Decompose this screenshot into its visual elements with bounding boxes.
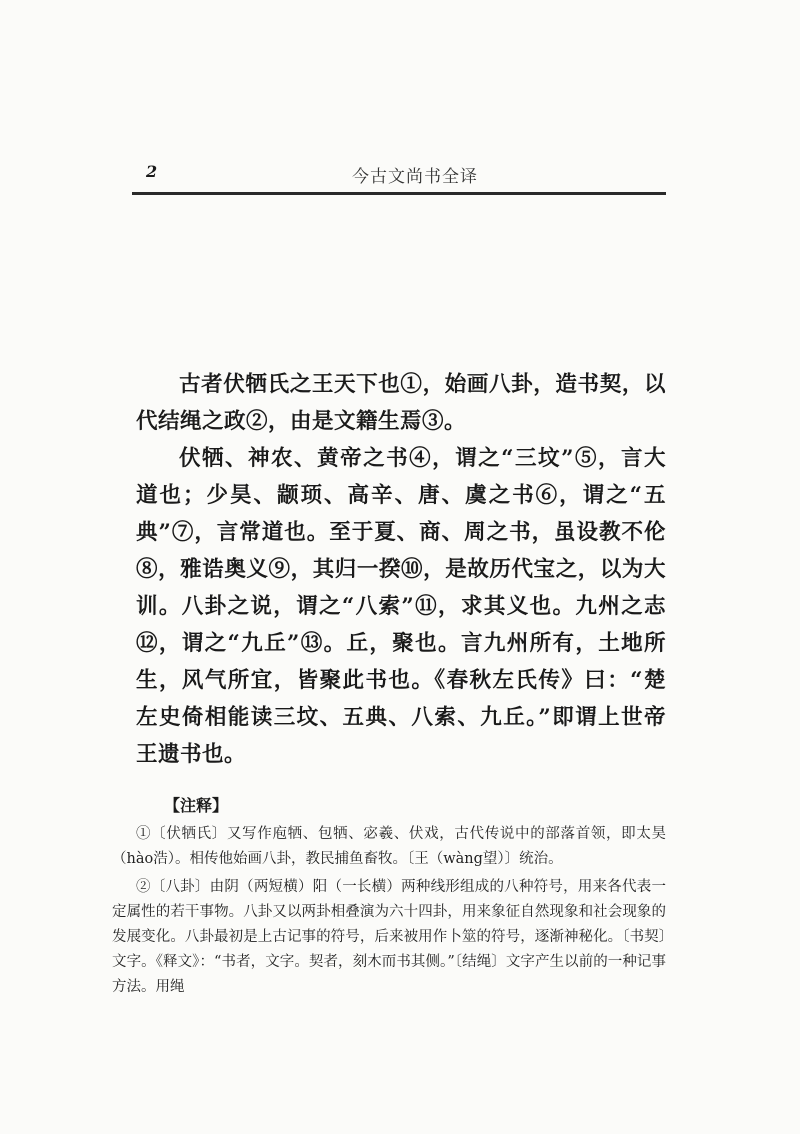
page-header — [132, 158, 666, 196]
running-title: 今古文尚书全译 — [352, 167, 478, 187]
header-rule — [132, 192, 666, 195]
notes-heading: 【注释】 — [164, 796, 229, 815]
note-item-2: ②〔八卦〕由阴（两短横）阳（一长横）两种线形组成的八种符号，用来各代表一定属性的若干事物。八卦又以两卦相叠演为六十四卦，用来象征自然现象和社会现象的发展变化。八卦最初是上古记事的符号，后来被用作卜筮的符号，逐渐神秘化。〔书契〕文字。《释文》：“书者，文字。契者，刻木而书其侧。”〔结绳〕文字产生以前的一种记事方法。用绳 — [112, 879, 666, 995]
main-text — [136, 366, 666, 773]
main-paragraph-2: 伏牺、神农、黄帝之书④，谓之“三坟”⑤，言大道也；少昊、颛顼、高辛、唐、虞之书⑥，谓之“五典”⑦，言常道也。至于夏、商、周之书，虽设教不伦⑧，雅诰奥义⑨，其归一揆⑩，是故历代宝之，以为大训。八卦之说，谓之“八索”⑪，求其义也。九州之志⑫，谓之“九丘”⑬。丘，聚也。言九州所有，土地所生，风气所宜，皆聚此书也。《春秋左氏传》曰：“楚左史倚相能读三坟、五典、八索、九丘。”即谓上世帝王遗书也。 — [136, 446, 666, 767]
page-number: 2 — [146, 162, 158, 181]
note-item-1: ①〔伏牺氏〕又写作庖牺、包牺、宓羲、伏戏，古代传说中的部落首领，即太昊（hào浩）。相传他始画八卦，教民捕鱼畜牧。〔王（wàng望）〕统治。 — [112, 826, 666, 867]
main-paragraph-1: 古者伏牺氏之王天下也①，始画八卦，造书契，以代结绳之政②，由是文籍生焉③。 — [136, 372, 666, 434]
notes-section — [112, 793, 666, 1003]
